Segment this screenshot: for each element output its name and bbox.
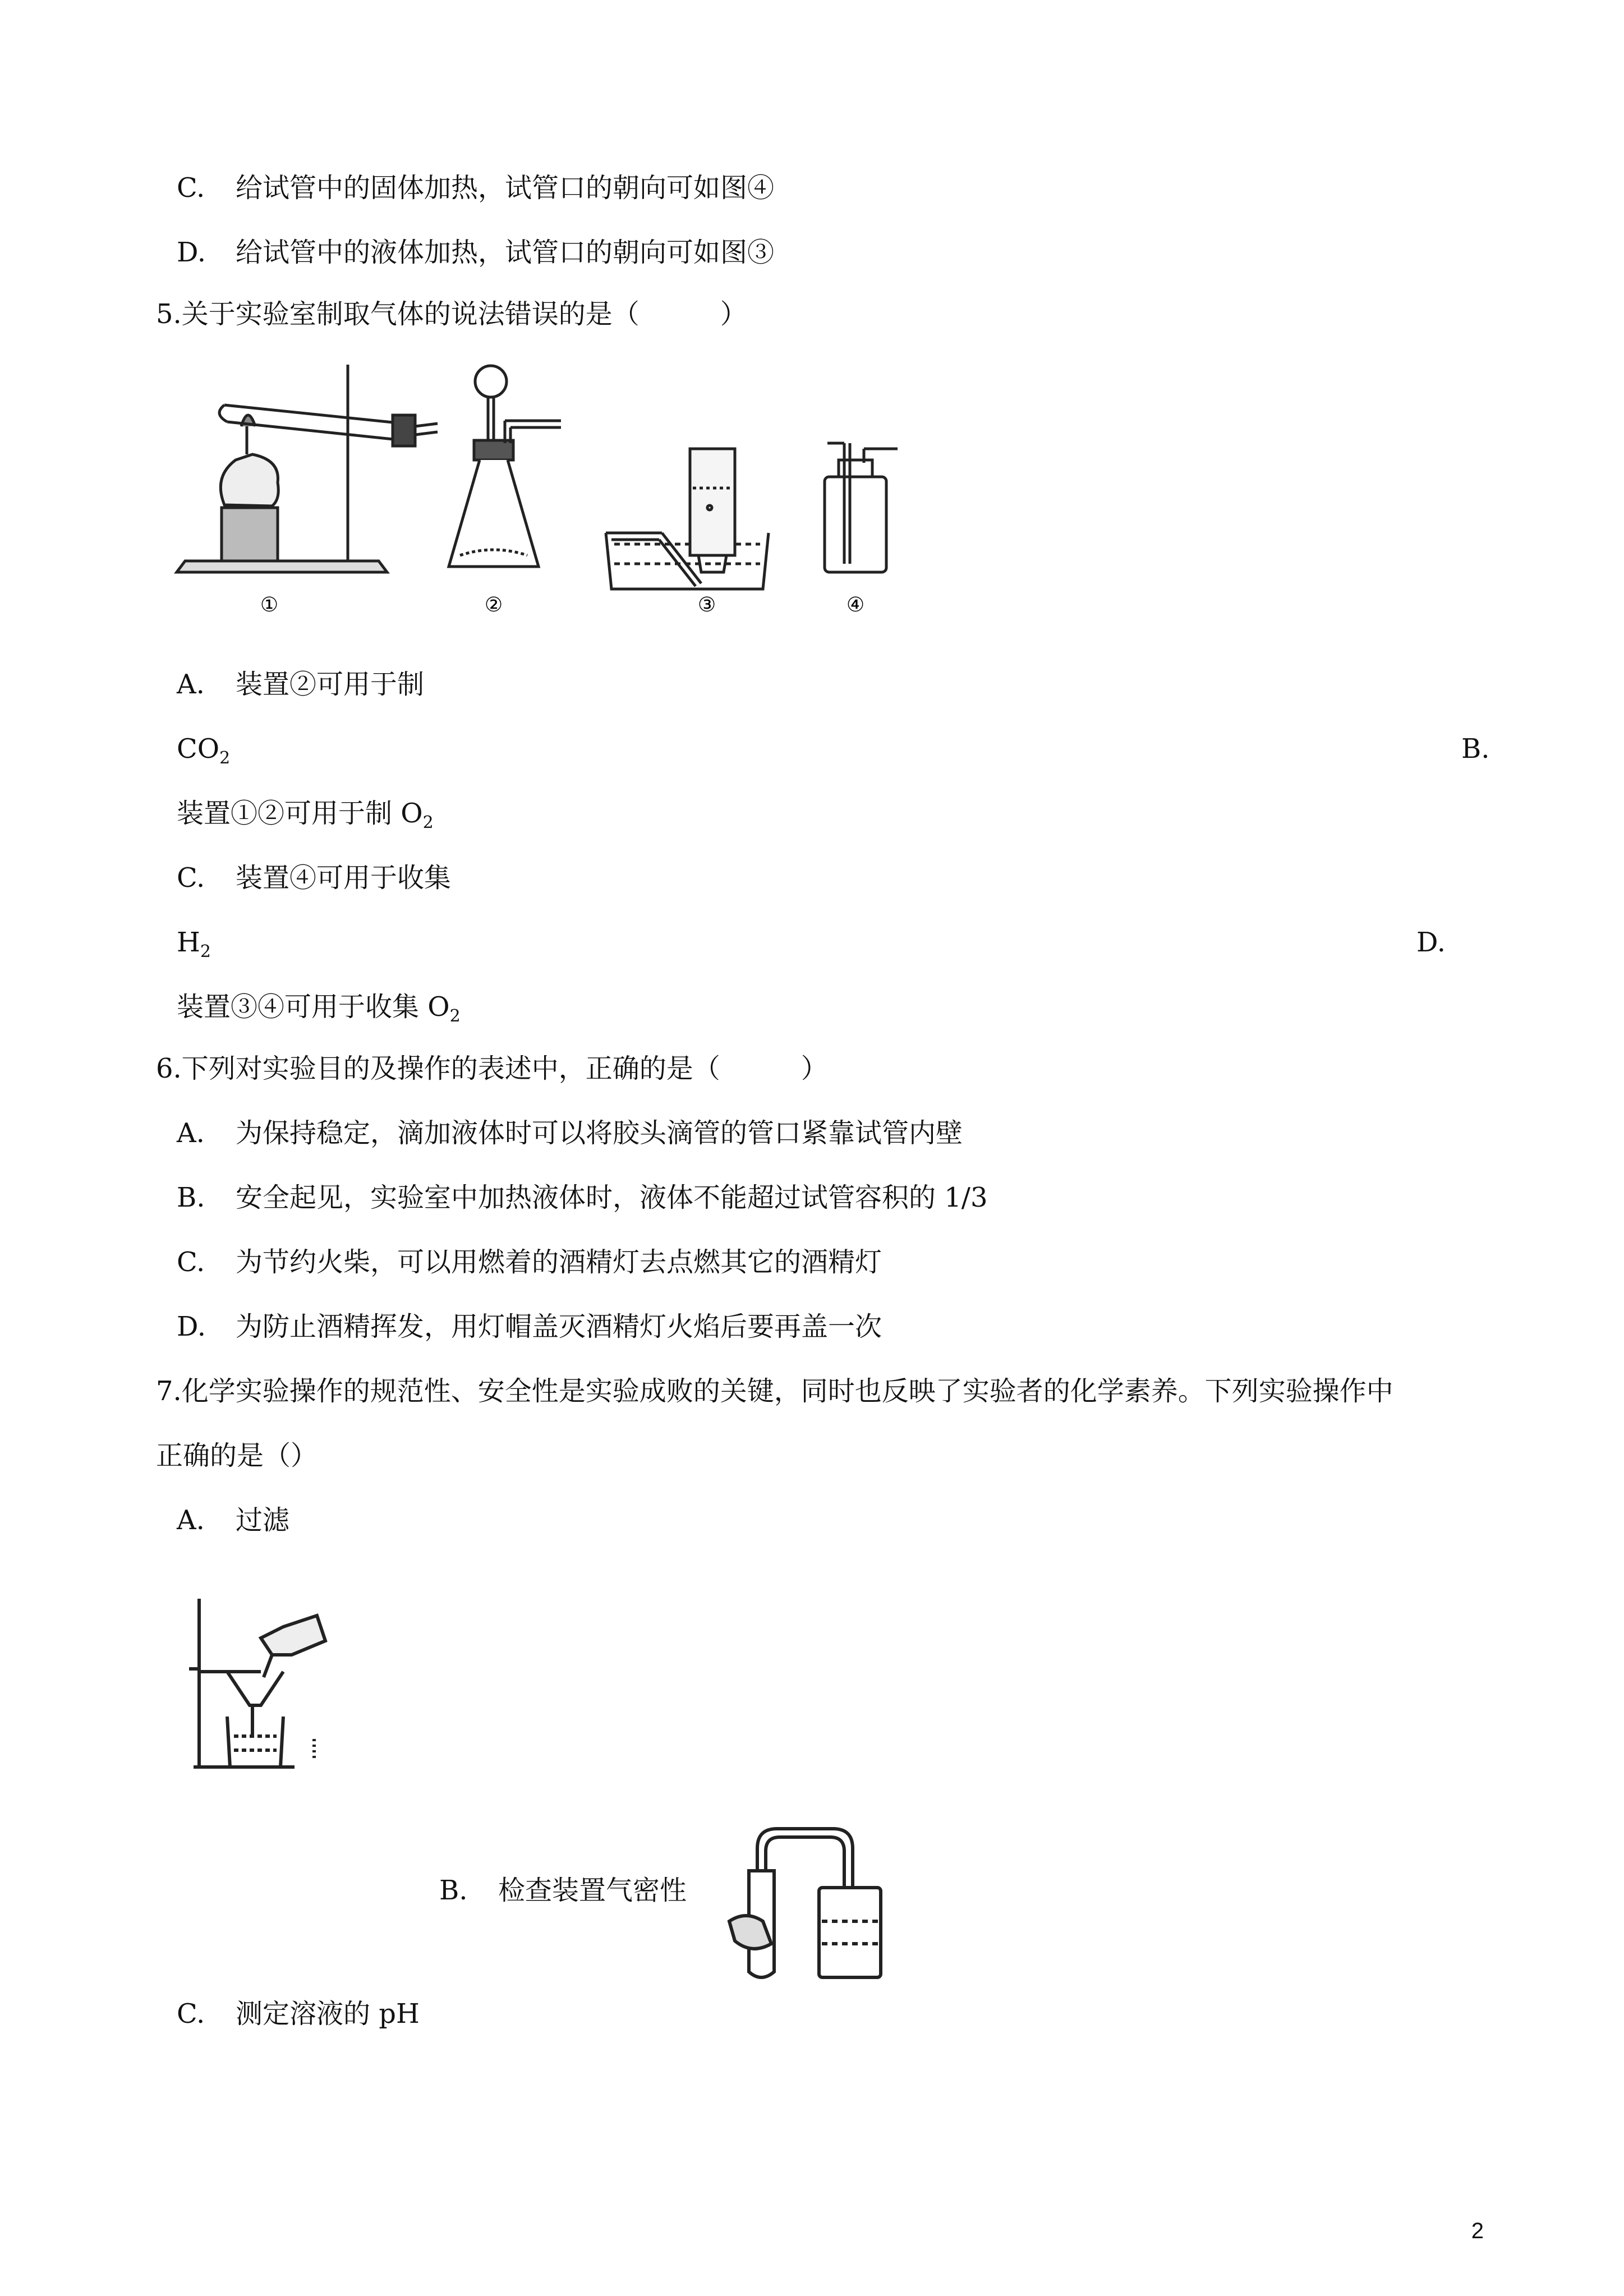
q5-option-c-formula: $H_2$ — [177, 927, 211, 961]
apparatus-3-water-trough — [606, 449, 769, 589]
q5-option-b-letter: B. — [1461, 733, 1490, 765]
apparatus-2-conical-flask — [449, 366, 561, 567]
apparatus-4-gas-bottle — [825, 443, 898, 572]
q7-stem-line2: 正确的是（） — [156, 1440, 318, 1471]
figure-label-3: ③ — [697, 593, 716, 616]
q5-option-d: 装置③④可用于收集 $O_2$ — [177, 991, 461, 1026]
q5-apparatus-figure — [168, 353, 1021, 617]
page-number: 2 — [1471, 2219, 1484, 2243]
q6-option-c: C. 为节约火柴，可以用燃着的酒精灯去点燃其它的酒精灯 — [177, 1246, 882, 1278]
filtration-figure — [188, 1593, 339, 1784]
figure-label-4: ④ — [846, 593, 865, 616]
q6-stem: 6.下列对实验目的及操作的表述中，正确的是（ ） — [156, 1053, 828, 1084]
apparatus-1-heating-setup — [177, 365, 438, 572]
q5-option-a-formula: $CO_2$ — [177, 733, 231, 768]
option-letter: C. — [177, 862, 205, 894]
q5-option-b: 装置①②可用于制 $O_2$ — [177, 798, 434, 832]
option-letter: C. — [177, 172, 205, 204]
figure-label-2: ② — [484, 593, 503, 616]
q7-stem-line1: 7.化学实验操作的规范性、安全性是实验成败的关键，同时也反映了实验者的化学素养。下列实验操作中 — [156, 1375, 1393, 1407]
option-text: 装置④可用于收集 — [236, 862, 452, 894]
airtightness-figure — [724, 1815, 892, 1983]
figure-label-1: ① — [260, 593, 279, 616]
q7-option-b: B. 检查装置气密性 — [439, 1875, 687, 1906]
q6-option-b: B. 安全起见，实验室中加热液体时，液体不能超过试管容积的 1/3 — [177, 1182, 988, 1213]
option-text: 给试管中的液体加热，试管口的朝向可如图③ — [236, 237, 775, 268]
option-text: 给试管中的固体加热，试管口的朝向可如图④ — [236, 172, 775, 204]
q4-option-c — [177, 171, 774, 205]
q5-option-c — [177, 861, 451, 895]
q6-option-a: A. 为保持稳定，滴加液体时可以将胶头滴管的管口紧靠试管内壁 — [177, 1117, 963, 1149]
q6-option-d: D. 为防止酒精挥发，用灯帽盖灭酒精灯火焰后要再盖一次 — [177, 1311, 882, 1342]
option-letter: D. — [177, 237, 206, 268]
q5-stem: 5.关于实验室制取气体的说法错误的是（ ） — [156, 298, 747, 330]
option-text: 装置②可用于制 — [236, 669, 425, 700]
q7-option-c: C. 测定溶液的 pH — [177, 1998, 420, 2030]
q4-option-d — [177, 236, 774, 269]
option-letter: A. — [177, 669, 205, 700]
q5-option-d-letter: D. — [1416, 927, 1446, 958]
q7-option-a: A. 过滤 — [177, 1504, 290, 1536]
q5-option-a — [177, 668, 424, 701]
